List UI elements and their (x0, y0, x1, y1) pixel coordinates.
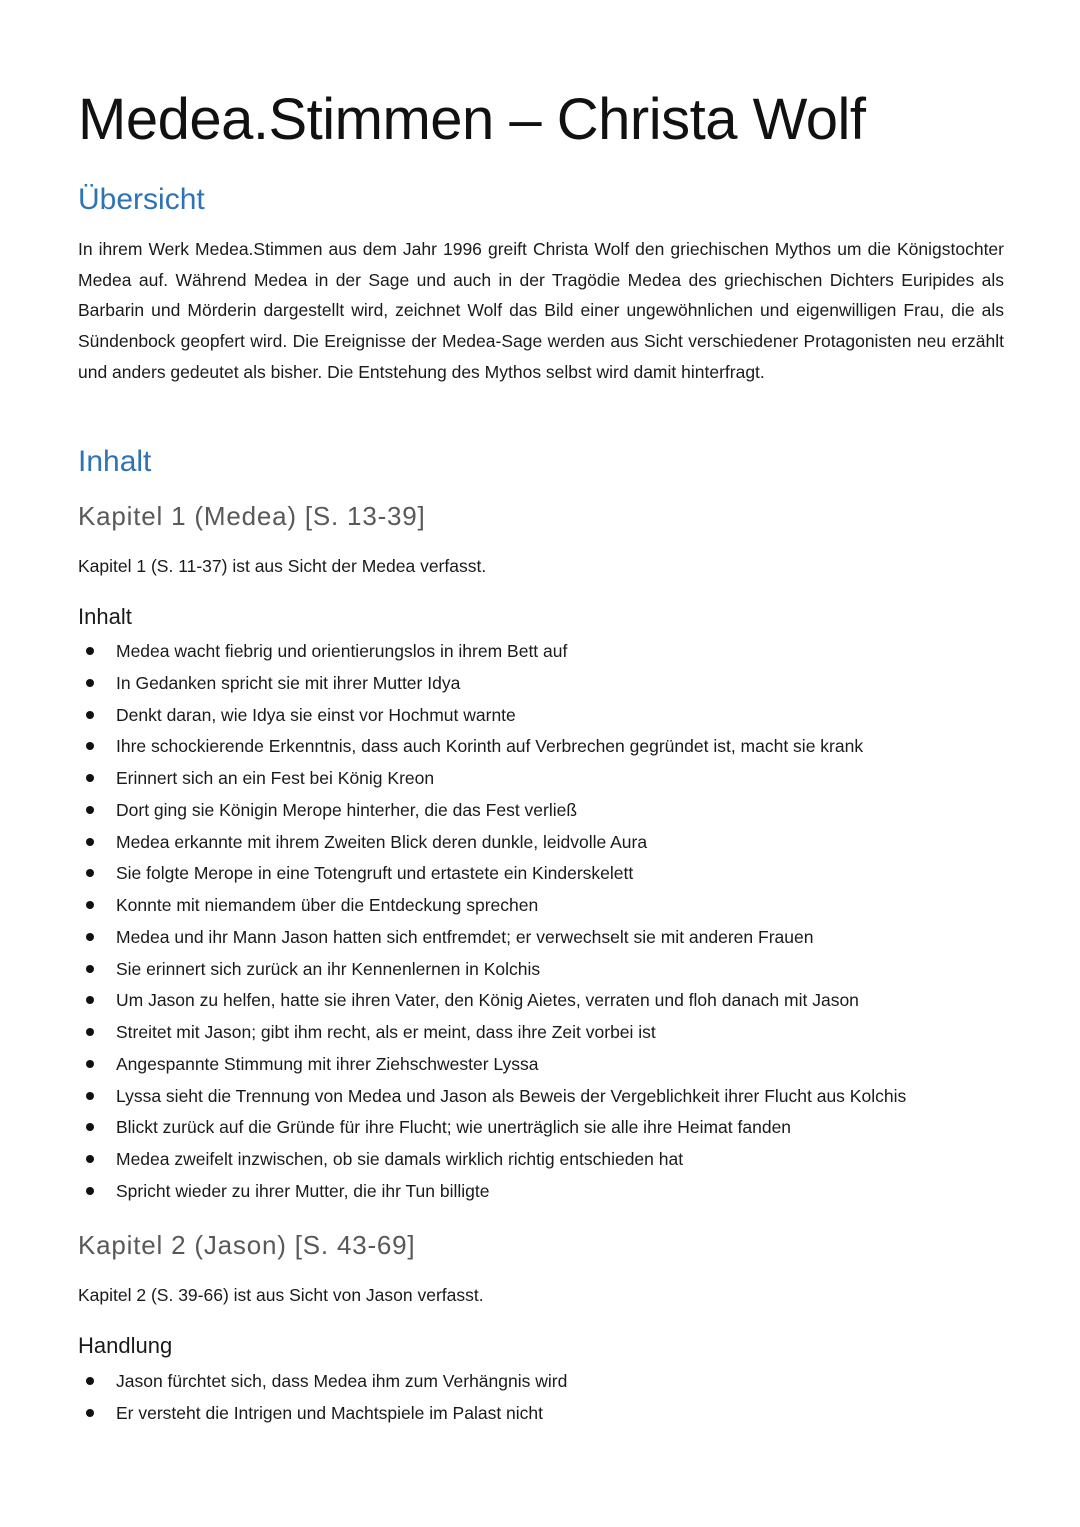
list-item: Um Jason zu helfen, hatte sie ihren Vater, den König Aietes, verraten und floh danach mit Jason (78, 986, 1018, 1018)
list-item: Er versteht die Intrigen und Machtspiele im Palast nicht (78, 1399, 1018, 1431)
list-item: Medea und ihr Mann Jason hatten sich entfremdet; er verwechselt sie mit anderen Frauen (78, 923, 1018, 955)
list-item: Streitet mit Jason; gibt ihm recht, als er meint, dass ihre Zeit vorbei ist (78, 1018, 1018, 1050)
list-item: Konnte mit niemandem über die Entdeckung sprechen (78, 891, 1018, 923)
list-item: Medea erkannte mit ihrem Zweiten Blick deren dunkle, leidvolle Aura (78, 828, 1018, 860)
document-title: Medea.Stimmen – Christa Wolf (78, 87, 866, 152)
chapter2-bullet-list (78, 1367, 1018, 1431)
list-item: Erinnert sich an ein Fest bei König Kreon (78, 764, 1018, 796)
list-item: In Gedanken spricht sie mit ihrer Mutter Idya (78, 669, 1018, 701)
list-item: Medea zweifelt inzwischen, ob sie damals wirklich richtig entschieden hat (78, 1145, 1018, 1177)
content-heading: Inhalt (78, 445, 152, 478)
list-item: Denkt daran, wie Idya sie einst vor Hochmut warnte (78, 701, 1018, 733)
chapter2-subheading: Handlung (78, 1333, 173, 1358)
list-item: Sie folgte Merope in eine Totengruft und ertastete ein Kinderskelett (78, 859, 1018, 891)
chapter1-intro: Kapitel 1 (S. 11-37) ist aus Sicht der Medea verfasst. (78, 556, 487, 576)
list-item: Spricht wieder zu ihrer Mutter, die ihr Tun billigte (78, 1177, 1018, 1209)
chapter2-heading: Kapitel 2 (Jason) [S. 43-69] (78, 1230, 416, 1260)
chapter2-intro: Kapitel 2 (S. 39-66) ist aus Sicht von Jason verfasst. (78, 1285, 484, 1305)
list-item: Medea wacht fiebrig und orientierungslos in ihrem Bett auf (78, 637, 1018, 669)
chapter1-bullet-list (78, 637, 1018, 1209)
chapter1-subheading: Inhalt (78, 604, 132, 629)
overview-heading: Übersicht (78, 183, 205, 216)
overview-paragraph: In ihrem Werk Medea.Stimmen aus dem Jahr 1996 greift Christa Wolf den griechischen Mythos um die Königstochter Medea auf. Während Medea in der Sage und auch in der Tragödie Medea des griechischen Dichters Euripides als Barbarin und Mörderin dargestellt wird, zeichnet Wolf das Bild einer ungewöhnlichen und eigenwilligen Frau, die als Sündenbock geopfert wird. Die Ereignisse der Medea-Sage werden aus Sicht verschiedener Protagonisten neu erzählt und anders gedeutet als bisher. Die Entstehung des Mythos selbst wird damit hinterfragt. (78, 239, 1004, 382)
list-item: Jason fürchtet sich, dass Medea ihm zum Verhängnis wird (78, 1367, 1018, 1399)
list-item: Ihre schockierende Erkenntnis, dass auch Korinth auf Verbrechen gegründet ist, macht sie krank (78, 732, 1018, 764)
chapter1-heading: Kapitel 1 (Medea) [S. 13-39] (78, 501, 426, 531)
list-item: Lyssa sieht die Trennung von Medea und Jason als Beweis der Vergeblichkeit ihrer Flucht aus Kolchis (78, 1082, 1018, 1114)
list-item: Blickt zurück auf die Gründe für ihre Flucht; wie unerträglich sie alle ihre Heimat fanden (78, 1113, 1018, 1145)
list-item: Sie erinnert sich zurück an ihr Kennenlernen in Kolchis (78, 955, 1018, 987)
list-item: Angespannte Stimmung mit ihrer Ziehschwester Lyssa (78, 1050, 1018, 1082)
list-item: Dort ging sie Königin Merope hinterher, die das Fest verließ (78, 796, 1018, 828)
